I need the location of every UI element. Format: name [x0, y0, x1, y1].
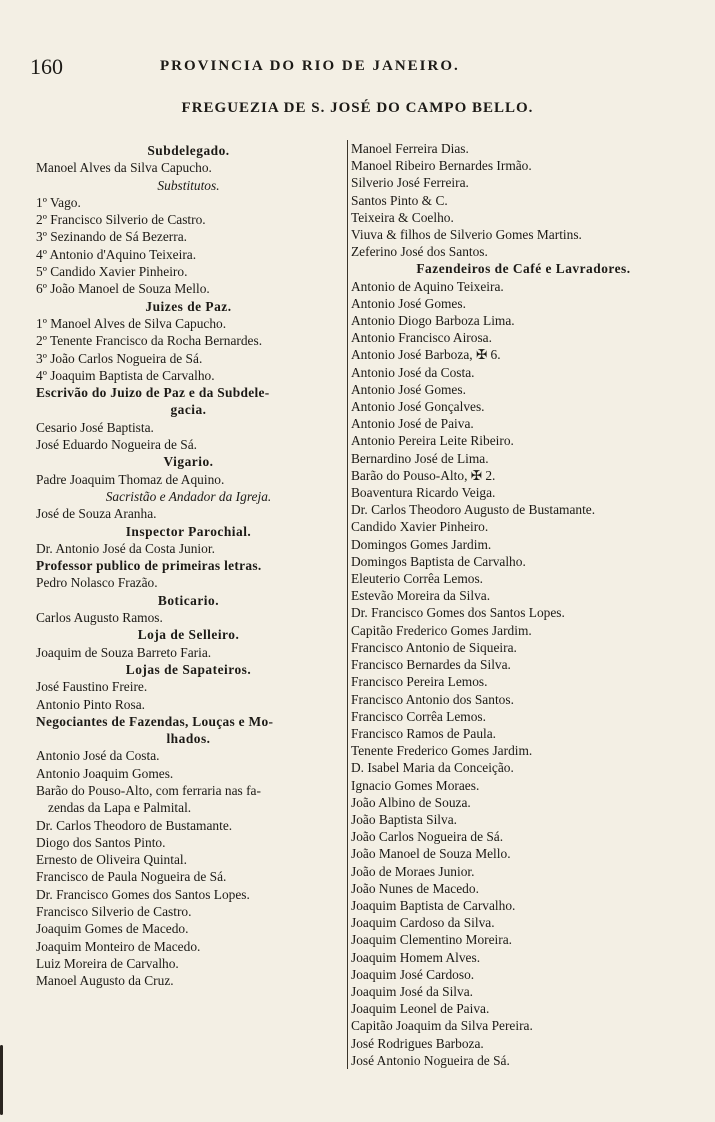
list-entry: 2º Tenente Francisco da Rocha Bernardes.	[36, 333, 263, 349]
section-heading: Lojas de Sapateiros.	[125, 661, 252, 677]
running-title: PROVINCIA DO RIO DE JANEIRO.	[160, 58, 460, 74]
list-entry: Francisco Corrêa Lemos.	[351, 708, 486, 724]
list-entry: Manoel Alves da Silva Capucho.	[36, 160, 212, 176]
list-entry: Francisco Silverio de Castro.	[36, 904, 192, 920]
list-entry: Boaventura Ricardo Veiga.	[351, 485, 496, 501]
list-entry: 1º Vago.	[36, 194, 81, 210]
list-entry: Francisco Ramos de Paula.	[351, 725, 497, 741]
list-entry: 3º João Carlos Nogueira de Sá.	[36, 350, 203, 366]
list-entry: Antonio José da Costa.	[351, 364, 475, 380]
list-entry: Joaquim Monteiro de Macedo.	[36, 938, 201, 954]
list-entry: 6º João Manoel de Souza Mello.	[36, 281, 210, 297]
list-entry: Estevão Moreira da Silva.	[351, 588, 491, 604]
list-entry: Joaquim José Cardoso.	[351, 966, 475, 982]
list-entry: Candido Xavier Pinheiro.	[351, 519, 489, 535]
list-entry: D. Isabel Maria da Conceição.	[351, 760, 514, 776]
section-heading: Inspector Parochial.	[125, 523, 252, 539]
list-entry: Antonio Pinto Rosa.	[36, 696, 145, 712]
list-entry: Dr. Carlos Theodoro Augusto de Bustamante.	[351, 502, 596, 518]
list-entry: Dr. Francisco Gomes dos Santos Lopes.	[351, 605, 565, 621]
list-entry: Sacristão e Andador da Igreja.	[105, 488, 272, 504]
list-entry: zendas da Lapa e Palmital.	[48, 800, 192, 816]
list-entry: Barão do Pouso-Alto, ✠ 2.	[351, 467, 496, 483]
list-entry: 3º Sezinando de Sá Bezerra.	[36, 229, 188, 245]
list-entry: Francisco Antonio dos Santos.	[351, 691, 514, 707]
list-entry: Viuva & filhos de Silverio Gomes Martins.	[351, 227, 582, 243]
list-entry: Carlos Augusto Ramos.	[36, 610, 163, 626]
section-heading: lhados.	[166, 731, 211, 747]
section-heading: Vigario.	[163, 454, 214, 470]
list-entry: João Carlos Nogueira de Sá.	[351, 829, 504, 845]
list-entry: Substitutos.	[157, 177, 220, 193]
list-entry: Joaquim de Souza Barreto Faria.	[36, 644, 212, 660]
right-column	[347, 140, 696, 1069]
list-entry: Manoel Augusto da Cruz.	[36, 973, 174, 989]
list-entry: Antonio Francisco Airosa.	[351, 330, 492, 346]
list-entry: Joaquim Gomes de Macedo.	[36, 921, 189, 937]
list-entry: Joaquim Clementino Moreira.	[351, 932, 513, 948]
list-entry: 4º Joaquim Baptista de Carvalho.	[36, 367, 215, 383]
section-heading: Negociantes de Fazendas, Louças e Mo-	[36, 713, 274, 729]
list-entry: João Albino de Souza.	[351, 794, 471, 810]
list-entry: Dr. Carlos Theodoro de Bustamante.	[36, 817, 233, 833]
list-entry: 5º Candido Xavier Pinheiro.	[36, 264, 188, 280]
section-heading: Loja de Selleiro.	[137, 627, 240, 643]
list-entry: Antonio José de Paiva.	[351, 416, 474, 432]
list-entry: Silverio José Ferreira.	[351, 175, 469, 191]
list-entry: Tenente Frederico Gomes Jardim.	[351, 743, 533, 759]
section-heading: Professor publico de primeiras letras.	[36, 558, 262, 574]
list-entry: Antonio Diogo Barboza Lima.	[351, 313, 515, 329]
list-entry: Antonio José Gomes.	[351, 381, 466, 397]
list-entry: Zeferino José dos Santos.	[351, 244, 488, 260]
list-entry: Capitão Frederico Gomes Jardim.	[351, 622, 532, 638]
margin-mark	[0, 1045, 3, 1115]
list-entry: Eleuterio Corrêa Lemos.	[351, 571, 483, 587]
list-entry: Bernardino José de Lima.	[351, 450, 489, 466]
list-entry: Joaquim Baptista de Carvalho.	[351, 897, 516, 913]
section-heading: Subdelegado.	[147, 143, 230, 158]
section-title: FREGUEZIA DE S. JOSÉ DO CAMPO BELLO.	[181, 100, 534, 116]
list-entry: Luiz Moreira de Carvalho.	[36, 955, 179, 971]
list-entry: Joaquim José da Silva.	[351, 983, 473, 999]
list-entry: Francisco Bernardes da Silva.	[351, 657, 511, 673]
list-entry: João de Moraes Junior.	[351, 863, 475, 879]
list-entry: Antonio José Gonçalves.	[351, 399, 485, 415]
list-entry: Antonio de Aquino Teixeira.	[351, 278, 504, 294]
list-entry: Cesario José Baptista.	[36, 419, 154, 435]
list-entry: Antonio José da Costa.	[36, 748, 160, 764]
list-entry: Manoel Ferreira Dias.	[351, 141, 469, 156]
list-entry: Domingos Gomes Jardim.	[351, 536, 492, 552]
list-entry: José Faustino Freire.	[36, 679, 148, 695]
list-entry: João Nunes de Macedo.	[351, 880, 479, 896]
list-entry: Domingos Baptista de Carvalho.	[351, 553, 526, 569]
list-entry: Capitão Joaquim da Silva Pereira.	[351, 1018, 533, 1034]
list-entry: Santos Pinto & C.	[351, 192, 448, 208]
list-entry: Joaquim Leonel de Paiva.	[351, 1001, 490, 1017]
list-entry: Joaquim Homem Alves.	[351, 949, 481, 965]
list-entry: Pedro Nolasco Frazão.	[36, 575, 158, 591]
list-entry: Antonio José Barboza, ✠ 6.	[351, 347, 501, 363]
list-entry: José Eduardo Nogueira de Sá.	[36, 437, 198, 453]
list-entry: Francisco Pereira Lemos.	[351, 674, 488, 690]
list-entry: Diogo dos Santos Pinto.	[36, 834, 166, 850]
list-entry: Dr. Francisco Gomes dos Santos Lopes.	[36, 886, 250, 902]
section-heading: Juizes de Paz.	[145, 298, 232, 314]
list-entry: Francisco de Paula Nogueira de Sá.	[36, 869, 227, 885]
page-number: 160	[30, 54, 63, 79]
list-entry: João Baptista Silva.	[351, 811, 458, 827]
list-entry: Antonio Pereira Leite Ribeiro.	[351, 433, 514, 449]
list-entry: João Manoel de Souza Mello.	[351, 846, 511, 862]
list-entry: 1º Manoel Alves de Silva Capucho.	[36, 315, 227, 331]
list-entry: José de Souza Aranha.	[36, 506, 157, 522]
section-heading: Escrivão do Juizo de Paz e da Subdele-	[36, 385, 270, 401]
list-entry: Teixeira & Coelho.	[351, 209, 454, 225]
section-heading: Fazendeiros de Café e Lavradores.	[416, 261, 631, 277]
list-entry: Ignacio Gomes Moraes.	[351, 777, 480, 793]
list-entry: Dr. Antonio José da Costa Junior.	[36, 540, 215, 556]
list-entry: Francisco Antonio de Siqueira.	[351, 639, 517, 655]
list-entry: Joaquim Cardoso da Silva.	[351, 915, 495, 931]
list-entry: José Rodrigues Barboza.	[351, 1035, 484, 1051]
list-entry: 4º Antonio d'Aquino Teixeira.	[36, 246, 197, 262]
left-column	[36, 142, 341, 990]
list-entry: Manoel Ribeiro Bernardes Irmão.	[351, 158, 532, 174]
list-entry: Barão do Pouso-Alto, com ferraria nas fa-	[36, 782, 261, 798]
list-entry: José Antonio Nogueira de Sá.	[351, 1052, 510, 1068]
list-entry: Padre Joaquim Thomaz de Aquino.	[36, 471, 225, 487]
list-entry: Antonio Joaquim Gomes.	[36, 765, 174, 781]
section-heading: Boticario.	[157, 592, 220, 608]
list-entry: Ernesto de Oliveira Quintal.	[36, 852, 187, 868]
section-heading: gacia.	[170, 402, 207, 418]
list-entry: Antonio José Gomes.	[351, 295, 466, 311]
list-entry: 2º Francisco Silverio de Castro.	[36, 212, 206, 228]
